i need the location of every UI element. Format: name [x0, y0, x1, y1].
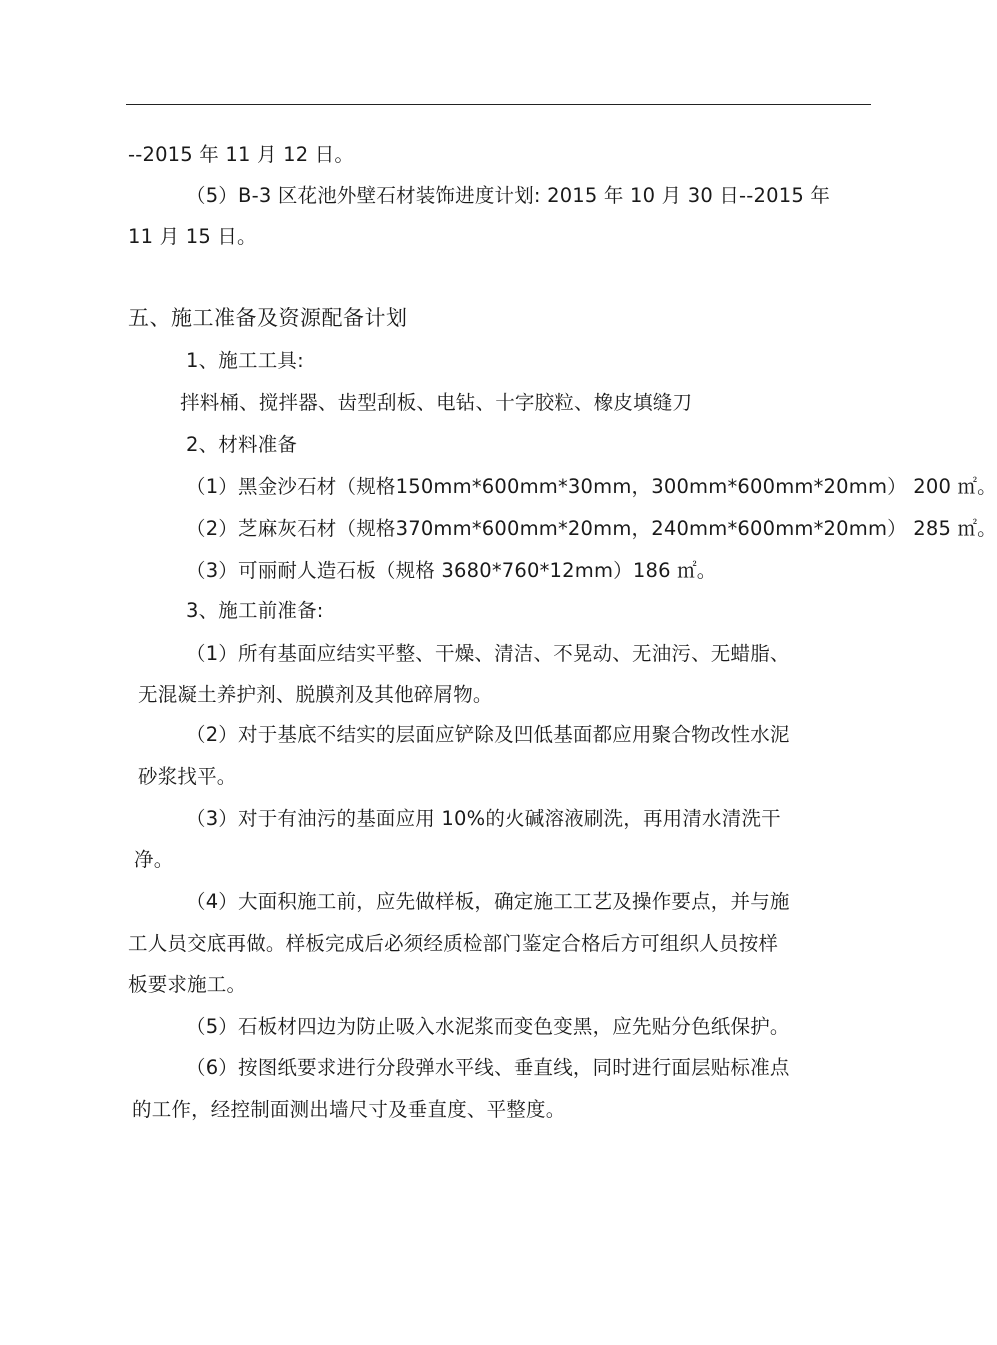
text-line-17: 净。: [134, 848, 174, 871]
text-line-13: 无混凝土养护剂、脱膜剂及其他碎屑物。: [138, 683, 493, 706]
header-rule: [126, 104, 871, 105]
material-qty-1: 200 ㎡。: [913, 475, 997, 498]
text-line-5: 1、施工工具:: [186, 349, 304, 372]
text-line-2: （5）B-3 区花池外壁石材装饰进度计划: 2015 年 10 月 30 日--2015 年: [186, 184, 831, 207]
text-line-3: 11 月 15 日。: [128, 225, 257, 248]
material-spec-1: （1）黑金沙石材（规格150mm*600mm*30mm，300mm*600mm*20mm）: [186, 475, 907, 498]
material-line-2: [186, 516, 997, 542]
text-line-6: 拌料桶、搅拌器、齿型刮板、电钻、十字胶粒、橡皮填缝刀: [180, 391, 693, 414]
text-line-18: （4）大面积施工前，应先做样板，确定施工工艺及操作要点，并与施: [186, 890, 790, 913]
section-heading: 五、施工准备及资源配备计划: [128, 306, 408, 330]
material-line-3: （3）可丽耐人造石板（规格 3680*760*12mm）186 ㎡。: [186, 559, 717, 582]
text-line-21: （5）石板材四边为防止吸入水泥浆而变色变黑，应先贴分色纸保护。: [186, 1015, 790, 1038]
text-line-23: 的工作，经控制面测出墙尺寸及垂直度、平整度。: [132, 1098, 566, 1121]
text-line-1: --2015 年 11 月 12 日。: [128, 143, 355, 166]
text-line-20: 板要求施工。: [128, 973, 247, 996]
text-line-19: 工人员交底再做。样板完成后必须经质检部门鉴定合格后方可组织人员按样: [128, 932, 779, 955]
text-line-7: 2、材料准备: [186, 433, 298, 456]
text-line-22: （6）按图纸要求进行分段弹水平线、垂直线，同时进行面层贴标准点: [186, 1056, 790, 1079]
material-line-1: [186, 474, 997, 500]
text-line-12: （1）所有基面应结实平整、干燥、清洁、不晃动、无油污、无蜡脂、: [186, 642, 790, 665]
text-line-16: （3）对于有油污的基面应用 10%的火碱溶液刷洗，再用清水清洗干: [186, 807, 781, 830]
material-spec-2: （2）芝麻灰石材（规格370mm*600mm*20mm，240mm*600mm*20mm）: [186, 517, 907, 540]
material-qty-2: 285 ㎡。: [913, 517, 997, 540]
text-line-14: （2）对于基底不结实的层面应铲除及凹低基面都应用聚合物改性水泥: [186, 723, 790, 746]
text-line-11: 3、施工前准备:: [186, 599, 324, 622]
text-line-15: 砂浆找平。: [138, 765, 237, 788]
